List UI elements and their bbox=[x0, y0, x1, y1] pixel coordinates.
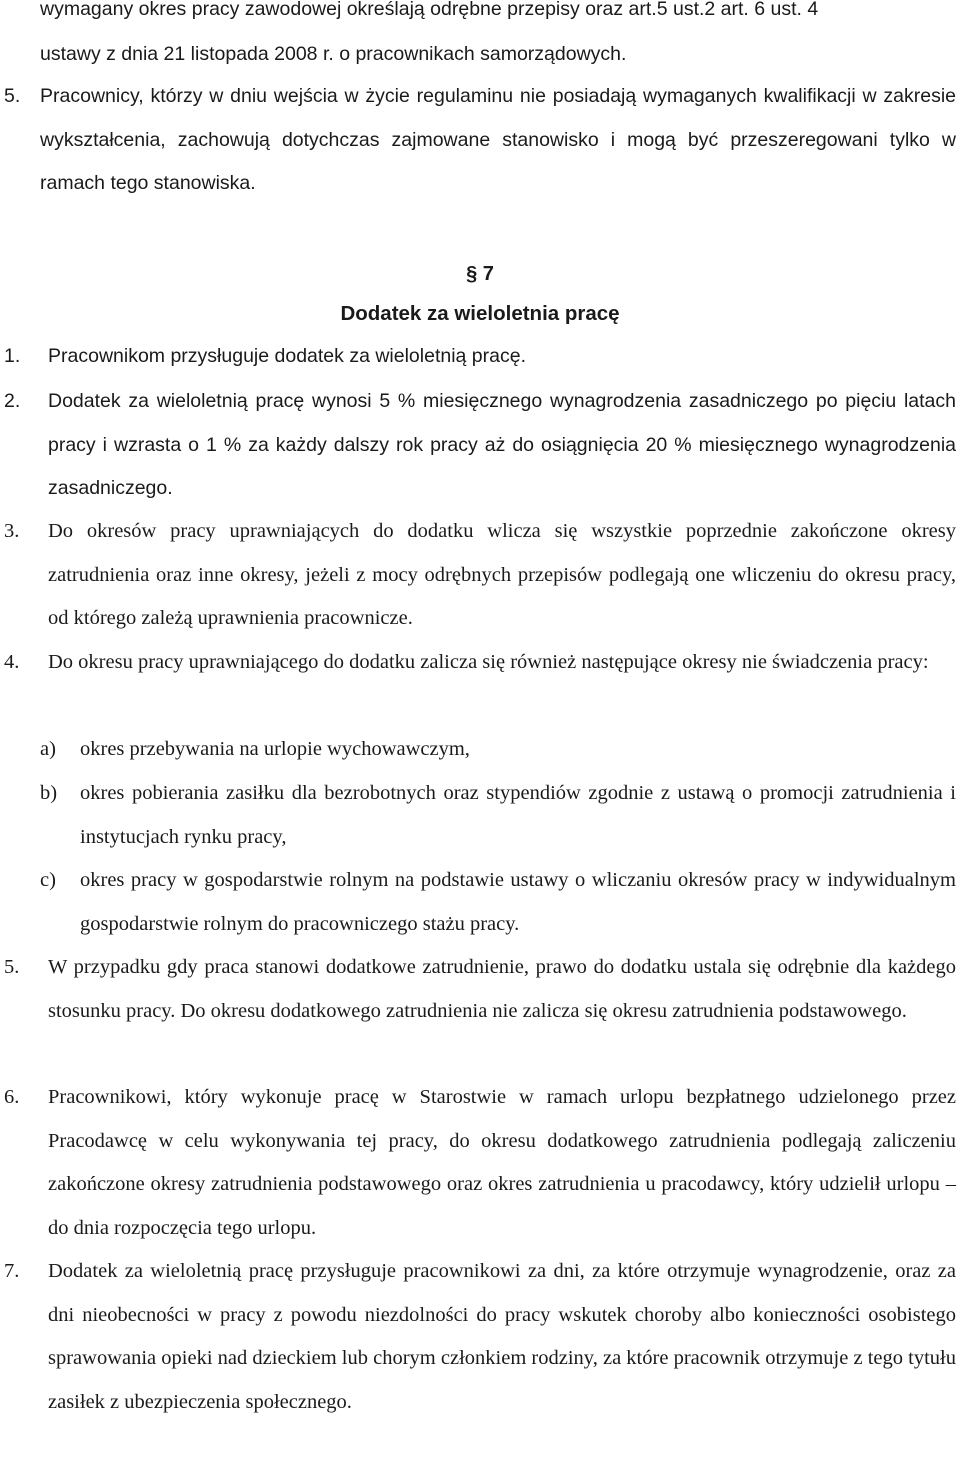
item-1-number: 1. bbox=[4, 345, 21, 367]
subitem-b-text: okres pobierania zasiłku dla bezrobotnych oraz stypendiów zgodnie z ustawą o promocji zatrudnienia i instytucjach rynku pracy, bbox=[80, 782, 956, 848]
item-5-number: 5. bbox=[4, 956, 20, 978]
item-1-text: Pracownikom przysługuje dodatek za wieloletnią pracę. bbox=[48, 345, 526, 367]
item-3-number: 3. bbox=[4, 520, 20, 542]
item-5-text: W przypadku gdy praca stanowi dodatkowe zatrudnienie, prawo do dodatku ustala się odrębnie dla każdego stosunku pracy. Do okresu dodatkowego zatrudnienia nie zalicza się okresu zatrudnienia podstawowego. bbox=[48, 956, 956, 1022]
item-6-number: 6. bbox=[4, 1086, 20, 1108]
item-2-text: Dodatek za wieloletnią pracę wynosi 5 % miesięcznego wynagrodzenia zasadniczego po pięciu latach pracy i wzrasta o 1 % za każdy dalszy rok pracy aż do osiągnięcia 20 % miesięcznego wynagrodzenia zasadniczego. bbox=[48, 390, 956, 500]
item-4-text: Do okresu pracy uprawniającego do dodatku zalicza się również następujące okresy nie świadczenia pracy: bbox=[48, 651, 929, 673]
intro-line-2: ustawy z dnia 21 listopada 2008 r. o pracownikach samorządowych. bbox=[40, 43, 627, 65]
item-2-number: 2. bbox=[4, 390, 21, 412]
subitem-a-text: okres przebywania na urlopie wychowawczym, bbox=[80, 738, 470, 760]
subitem-c-label: c) bbox=[40, 869, 56, 891]
section-title: Dodatek za wieloletnia pracę bbox=[340, 302, 620, 325]
prev-item-number: 5. bbox=[4, 85, 21, 107]
item-7-number: 7. bbox=[4, 1260, 20, 1282]
intro-line-1: wymagany okres pracy zawodowej określają odrębne przepisy oraz art.5 ust.2 art. 6 ust. 4 bbox=[40, 0, 819, 20]
item-7-text: Dodatek za wieloletnią pracę przysługuje pracownikowi za dni, za które otrzymuje wynagrodzenie, oraz za dni nieobecności w pracy z powodu niezdolności do pracy wskutek choroby albo konieczności osobistego sprawowania opieki nad dzieckiem lub chorym członkiem rodziny, za które pracownik otrzymuje z tego tytułu zasiłek z ubezpieczenia społecznego. bbox=[48, 1260, 956, 1413]
subitem-c-text: okres pracy w gospodarstwie rolnym na podstawie ustawy o wliczaniu okresów pracy w indywidualnym gospodarstwie rolnym do pracowniczego stażu pracy. bbox=[80, 869, 956, 935]
item-6-text: Pracownikowi, który wykonuje pracę w Starostwie w ramach urlopu bezpłatnego udzielonego przez Pracodawcę w celu wykonywania tej pracy, do okresu dodatkowego zatrudnienia podlegają zaliczeniu zakończone okresy zatrudnienia podstawowego oraz okres zatrudnienia u pracodawcy, który udzielił urlopu – do dnia rozpoczęcia tego urlopu. bbox=[48, 1086, 956, 1239]
item-4-number: 4. bbox=[4, 651, 20, 673]
subitem-b-label: b) bbox=[40, 782, 58, 804]
section-symbol: § 7 bbox=[466, 263, 494, 285]
prev-item-text: Pracownicy, którzy w dniu wejścia w życie regulaminu nie posiadają wymaganych kwalifikacji w zakresie wykształcenia, zachowują dotychczas zajmowane stanowisko i mogą być przeszeregowani tylko w ramach tego stanowiska. bbox=[40, 85, 956, 195]
item-3-text: Do okresów pracy uprawniających do dodatku wlicza się wszystkie poprzednie zakończone okresy zatrudnienia oraz inne okresy, jeżeli z mocy odrębnych przepisów podlegają one wliczeniu do okresu pracy, od którego zależą uprawnienia pracownicze. bbox=[48, 520, 956, 630]
subitem-a-label: a) bbox=[40, 738, 56, 760]
